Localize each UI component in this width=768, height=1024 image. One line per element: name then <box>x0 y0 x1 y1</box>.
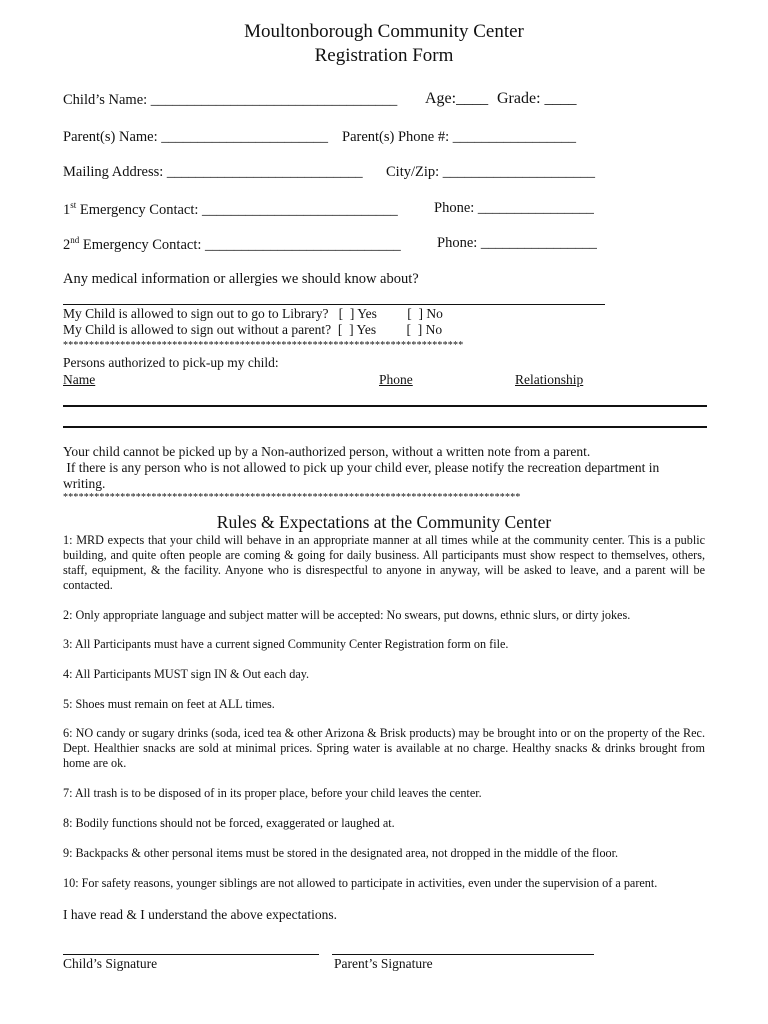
notice-line-1: Your child cannot be picked up by a Non-authorized person, without a written note from a parent. <box>63 444 591 459</box>
medical-question: Any medical information or allergies we should know about? <box>63 271 419 287</box>
separator-stars-2: **************************************************************************************** <box>63 492 521 503</box>
acknowledgement-text: I have read & I understand the above expectations. <box>63 907 338 922</box>
pickup-row-line-2 <box>63 426 707 428</box>
rule-4: 4: All Participants MUST sign IN & Out each day. <box>63 667 310 681</box>
sign-out-permission: My Child is allowed to sign out without a parent? [ ] Yes [ ] No <box>63 322 443 337</box>
pickup-label: Persons authorized to pick-up my child: <box>63 355 279 370</box>
rule-1: 1: MRD expects that your child will behave in an appropriate manner at all times while at the community center. This is a public building, and quite often people are coming & going for daily business. All participants must show respect to themselves, others, staff, equipment, & the facility. Anyone who is disrespectful to anyone in anyway, will be asked to leave, and a parent will be contacted. <box>63 533 705 592</box>
rules-heading: Rules & Expectations at the Community Center <box>216 512 552 532</box>
library-permission: My Child is allowed to sign out to go to Library? [ ] Yes [ ] No <box>63 306 443 321</box>
mailing-address-field: Mailing Address: ___________________________ <box>63 164 363 180</box>
pickup-row-line-1 <box>63 405 707 407</box>
child-signature-label: Child’s Signature <box>63 956 158 971</box>
notice-line-3: writing. <box>63 476 106 491</box>
pickup-col-name: Name <box>63 372 96 387</box>
city-zip-field: City/Zip: _____________________ <box>386 164 596 180</box>
rule-3: 3: All Participants must have a current signed Community Center Registration form on file. <box>63 637 509 651</box>
rule-6: 6: NO candy or sugary drinks (soda, iced tea & other Arizona & Brisk products) may be brought into or on the property of the Rec. Dept. Healthier snacks are sold at minimal prices. Spring water is available at no charge. Healthy snacks & drinks brought from home are ok. <box>63 726 705 770</box>
form-title: Moultonborough Community Center <box>244 21 524 42</box>
rule-2: 2: Only appropriate language and subject matter will be accepted: No swears, put downs, ethnic slurs, or dirty jokes. <box>63 608 631 622</box>
rule-8: 8: Bodily functions should not be forced, exaggerated or laughed at. <box>63 816 395 830</box>
parent-phone-field: Parent(s) Phone #: _________________ <box>342 129 576 145</box>
emergency-phone-2-field: Phone: ________________ <box>437 235 597 251</box>
parent-name-field: Parent(s) Name: _______________________ <box>63 129 328 145</box>
notice-line-2: If there is any person who is not allowed to pick up your child ever, please notify the recreation department in <box>63 460 660 475</box>
child-signature-line <box>63 954 319 955</box>
separator-stars-1: ***************************************************************************** <box>63 340 464 351</box>
pickup-col-relationship: Relationship <box>515 372 584 387</box>
rule-7: 7: All trash is to be disposed of in its proper place, before your child leaves the center. <box>63 786 482 800</box>
rule-10: 10: For safety reasons, younger siblings are not allowed to participate in activities, even under the supervision of a parent. <box>63 876 658 890</box>
pickup-col-phone: Phone <box>379 372 413 387</box>
child-name-field: Child’s Name: __________________________________ <box>63 92 398 108</box>
rule-5: 5: Shoes must remain on feet at ALL times. <box>63 697 275 711</box>
rule-9: 9: Backpacks & other personal items must be stored in the designated area, not dropped in the middle of the floor. <box>63 846 619 860</box>
age-field: Age:____ <box>425 90 489 107</box>
emergency-phone-1-field: Phone: ________________ <box>434 200 594 216</box>
parent-signature-label: Parent’s Signature <box>334 956 433 971</box>
emergency-contact-1-field: 1st Emergency Contact: ___________________________ <box>63 200 398 218</box>
emergency-contact-2-field: 2nd Emergency Contact: ___________________________ <box>63 235 401 253</box>
form-subtitle: Registration Form <box>314 45 454 66</box>
medical-answer-line <box>63 304 605 305</box>
parent-signature-line <box>332 954 594 955</box>
grade-field: Grade: ____ <box>497 90 577 107</box>
